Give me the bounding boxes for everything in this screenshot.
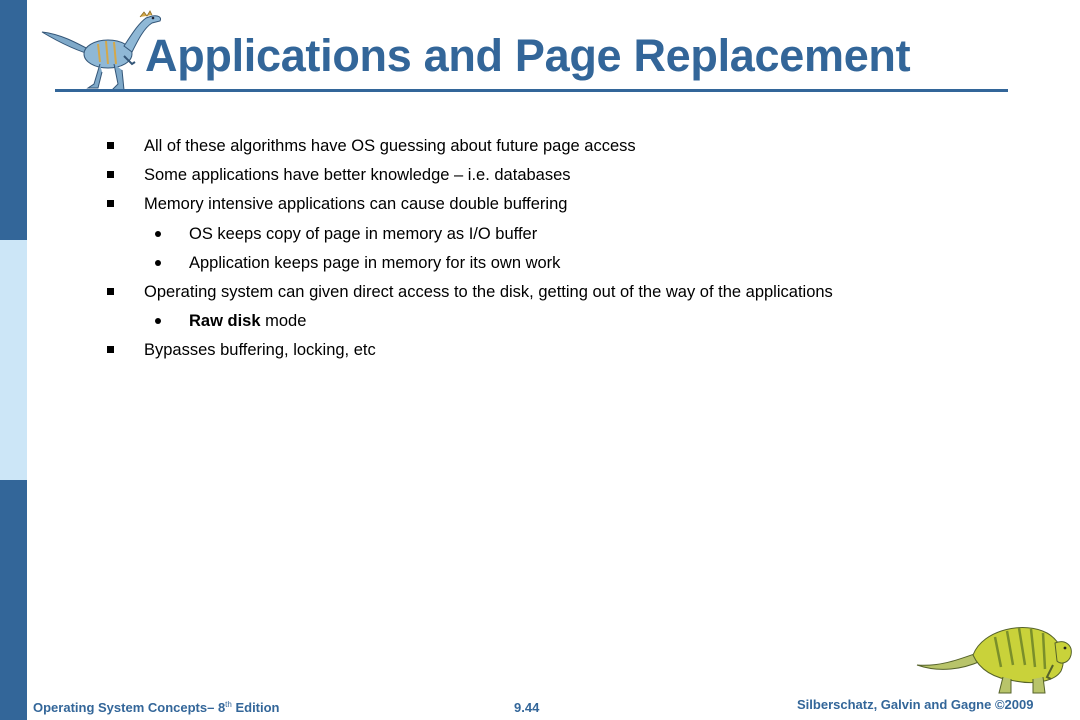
bullet-item: Memory intensive applications can cause double buffering	[144, 195, 568, 213]
square-bullet-icon	[107, 142, 114, 149]
square-bullet-icon	[107, 171, 114, 178]
sidebar-band-bottom	[0, 480, 27, 720]
sub-bullet-item: Application keeps page in memory for its own work	[189, 254, 561, 272]
sub-bullet-item: OS keeps copy of page in memory as I/O buffer	[189, 225, 538, 243]
bullet-item: Bypasses buffering, locking, etc	[144, 341, 376, 359]
raw-disk-suffix: mode	[260, 312, 307, 330]
round-bullet-icon	[155, 260, 161, 266]
footer-book-suffix: Edition	[231, 700, 280, 715]
round-bullet-icon	[155, 318, 161, 324]
square-bullet-icon	[107, 288, 114, 295]
footer-page-number: 9.44	[514, 700, 540, 715]
square-bullet-icon	[107, 200, 114, 207]
square-bullet-icon	[107, 346, 114, 353]
round-bullet-icon	[155, 231, 161, 237]
bullet-item: Operating system can given direct access to the disk, getting out of the way of the applications	[144, 283, 833, 301]
footer-book-title	[33, 700, 280, 715]
sub-bullet-item	[189, 311, 306, 331]
footer-copyright: Silberschatz, Galvin and Gagne ©2009	[797, 697, 1034, 712]
bullet-item: All of these algorithms have OS guessing about future page access	[144, 137, 636, 155]
title-underline	[55, 89, 1008, 92]
sidebar-band	[0, 0, 27, 720]
bullet-item: Some applications have better knowledge – i.e. databases	[144, 166, 571, 184]
dinosaur-mascot-icon	[915, 615, 1075, 695]
footer-book-prefix: Operating System Concepts– 8	[33, 700, 226, 715]
raw-disk-term: Raw disk	[189, 312, 261, 330]
sidebar-band-middle	[0, 240, 27, 480]
slide-title: Applications and Page Replacement	[145, 30, 911, 81]
sidebar-band-top	[0, 0, 27, 240]
footer-book-sup: th	[225, 700, 232, 709]
